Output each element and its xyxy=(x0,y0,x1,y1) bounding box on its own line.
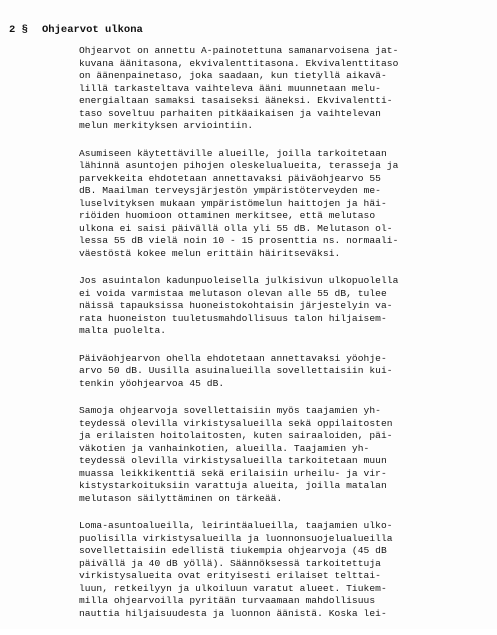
paragraph-4: Päiväohjearvon ohella ehdotetaan annettavaksi yöohje- arvo 50 dB. Uusilla asuinalueilla sovellettaisiin kui- tenkin yöohjearvoa 45 dB. xyxy=(79,352,393,389)
section-title: Ohjearvot ulkona xyxy=(42,24,143,36)
paragraph-1: Ohjearvot on annettu A-painotettuna samanarvoisena jat- kuvana äänitasona, ekvivalenttitasona. Ekvivalenttitaso on äänenpainetaso, joka saadaan, kun tietyllä aikavä- lillä tarkasteltava vaihteleva ääni muunnetaan melu- energialtaan samaksi tasaiseksi ääneksi. Ekvivalentti- taso soveltuu parhaiten pitkäaikaisen ja vaihtelevan melun merkityksen arviointiin. xyxy=(79,45,399,131)
paragraph-6: Loma-asuntoalueilla, leirintäalueilla, taajamien ulko- puolisilla virkistysalueilla ja luonnonsuojelualueilla sovellettaisiin edellistä tiukempia ohjearvoja (45 dB päivällä ja 40 dB yöllä). Säännöksessä tarkoitettuja virkistysalueita ovat erityisesti erilaiset telttai- luun, retkeilyyn ja ulkoiluun varatut alueet. Tiukem- milla ohjearvoilla pyritään turvaamaan mahdollisuus nauttia hiljaisuudesta ja luonnon äänistä. Koska lei- xyxy=(79,520,393,619)
section-number: 2 § xyxy=(9,24,28,36)
paragraph-5: Samoja ohjearvoja sovellettaisiin myös taajamien yh- teydessä olevilla virkistysalueilla sekä oppilaitosten ja erilaisten hoitolaitosten, kuten sairaaloiden, päi- väkotien ja vanhainkotien, alueilla. Taajamien yh- teydessä olevilla virkistysalueilla tarkoitetaan muun muassa leikkikenttiä sekä erilaisiin urheilu- ja vir- kistystarkoituksiin varattuja alueita, joilla matalan melutason säilyttäminen on tärkeää. xyxy=(79,405,393,504)
section-body xyxy=(79,45,489,635)
paragraph-3: Jos asuintalon kadunpuoleisella julkisivun ulkopuolella ei voida varmistaa melutason olevan alle 55 dB, tulee näissä tapauksissa huoneistokohtaisin järjestelyin va- rata huoneiston tuuletusmahdollisuus talon hiljaisem- malta puolelta. xyxy=(79,275,399,336)
section-heading xyxy=(9,24,143,36)
paragraph-2: Asumiseen käytettäville alueille, joilla tarkoitetaan lähinnä asuntojen pihojen oleskelualueita, terasseja ja parvekkeita ehdotetaan annettavaksi päiväohjearvo 55 dB. Maailman terveysjärjestön ympäristöterveyden me- luselvityksen mukaan ympäristömelun haittojen ja häi- riöiden huomioon ottaminen merkitsee, että melutaso ulkona ei saisi päivällä olla yli 55 dB. Melutason ol- lessa 55 dB vielä noin 10 - 15 prosenttia ns. normaali- väestöstä kokee melun erittäin häiritseväksi. xyxy=(79,147,399,259)
